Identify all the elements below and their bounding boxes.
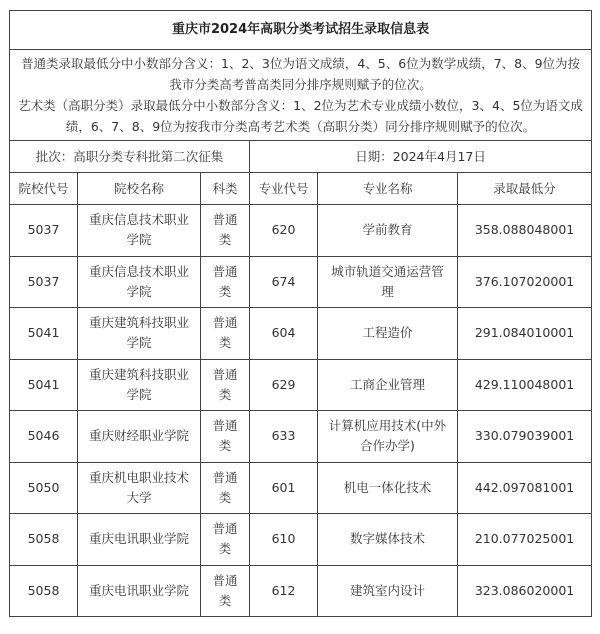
min-score-cell: 291.084010001: [458, 308, 592, 360]
table-row: [10, 411, 592, 463]
major-name-cell: 工程造价: [318, 308, 458, 360]
min-score-cell: 210.077025001: [458, 514, 592, 566]
category-cell: 普通类: [201, 565, 250, 617]
header-row: [10, 173, 592, 205]
table-title: 重庆市2024年高职分类考试招生录取信息表: [10, 11, 592, 50]
major-code-cell: 604: [250, 308, 318, 360]
major-code-cell: 629: [250, 359, 318, 411]
school-name-cell: 重庆建筑科技职业学院: [78, 359, 201, 411]
notes: [10, 50, 592, 141]
category-cell: 普通类: [201, 359, 250, 411]
note-general: 普通类录取最低分中小数部分含义：1、2、3位为语文成绩，4、5、6位为数学成绩，7、8、9位为按我市分类高考普高类同分排序规则赋予的位次。: [20, 56, 581, 92]
min-score-cell: 429.110048001: [458, 359, 592, 411]
major-code-cell: 610: [250, 514, 318, 566]
school-name-cell: 重庆电讯职业学院: [78, 565, 201, 617]
category-cell: 普通类: [201, 514, 250, 566]
major-name-cell: 学前教育: [318, 205, 458, 257]
table-row: [10, 205, 592, 257]
category-cell: 普通类: [201, 308, 250, 360]
major-name-cell: 工商企业管理: [318, 359, 458, 411]
table-row: [10, 565, 592, 617]
min-score-cell: 358.088048001: [458, 205, 592, 257]
header-cell: 专业代号: [250, 173, 318, 205]
major-name-cell: 数字媒体技术: [318, 514, 458, 566]
school-name-cell: 重庆电讯职业学院: [78, 514, 201, 566]
header-cell: 院校名称: [78, 173, 201, 205]
school-code-cell: 5046: [10, 411, 78, 463]
major-name-cell: 计算机应用技术(中外合作办学): [318, 411, 458, 463]
major-code-cell: 633: [250, 411, 318, 463]
school-code-cell: 5037: [10, 256, 78, 308]
school-code-cell: 5050: [10, 462, 78, 514]
major-code-cell: 620: [250, 205, 318, 257]
major-code-cell: 674: [250, 256, 318, 308]
school-code-cell: 5041: [10, 359, 78, 411]
category-cell: 普通类: [201, 256, 250, 308]
min-score-cell: 330.079039001: [458, 411, 592, 463]
major-name-cell: 城市轨道交通运营管理: [318, 256, 458, 308]
major-name-cell: 建筑室内设计: [318, 565, 458, 617]
school-name-cell: 重庆信息技术职业学院: [78, 205, 201, 257]
table-row: [10, 359, 592, 411]
admission-table: [9, 10, 592, 617]
school-name-cell: 重庆机电职业技术大学: [78, 462, 201, 514]
table-row: [10, 308, 592, 360]
batch-label: 批次：高职分类专科批第二次征集: [10, 141, 250, 173]
school-name-cell: 重庆财经职业学院: [78, 411, 201, 463]
category-cell: 普通类: [201, 205, 250, 257]
school-code-cell: 5058: [10, 514, 78, 566]
school-code-cell: 5041: [10, 308, 78, 360]
header-cell: 专业名称: [318, 173, 458, 205]
header-cell: 科类: [201, 173, 250, 205]
category-cell: 普通类: [201, 462, 250, 514]
table-row: [10, 514, 592, 566]
min-score-cell: 376.107020001: [458, 256, 592, 308]
table-row: [10, 462, 592, 514]
school-name-cell: 重庆建筑科技职业学院: [78, 308, 201, 360]
header-cell: 录取最低分: [458, 173, 592, 205]
school-code-cell: 5037: [10, 205, 78, 257]
major-code-cell: 612: [250, 565, 318, 617]
header-cell: 院校代号: [10, 173, 78, 205]
major-code-cell: 601: [250, 462, 318, 514]
school-code-cell: 5058: [10, 565, 78, 617]
note-art: 艺术类（高职分类）录取最低分中小数部分含义：1、2位为艺术专业成绩小数位，3、4、5位为语文成绩，6、7、8、9位为按我市分类高考艺术类（高职分类）同分排序规则赋予的位次。: [18, 98, 583, 134]
min-score-cell: 323.086020001: [458, 565, 592, 617]
major-name-cell: 机电一体化技术: [318, 462, 458, 514]
min-score-cell: 442.097081001: [458, 462, 592, 514]
date-label: 日期：2024年4月17日: [250, 141, 592, 173]
category-cell: 普通类: [201, 411, 250, 463]
school-name-cell: 重庆信息技术职业学院: [78, 256, 201, 308]
table-row: [10, 256, 592, 308]
